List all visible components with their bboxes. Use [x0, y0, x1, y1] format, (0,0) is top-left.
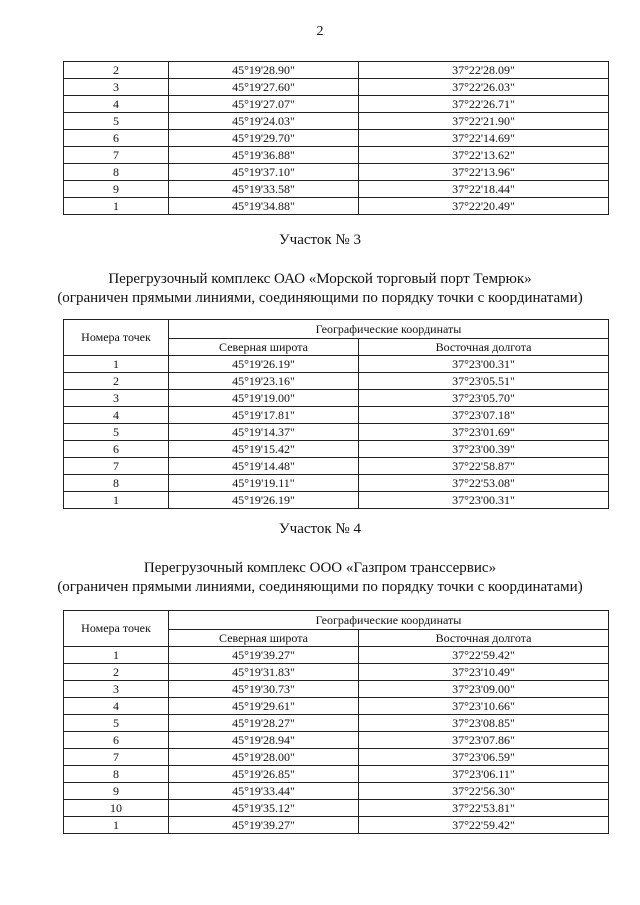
latitude-cell: 45°19'35.12"	[169, 800, 359, 817]
longitude-cell: 37°22'13.96"	[359, 164, 609, 181]
table-row	[64, 113, 609, 130]
longitude-cell: 37°23'05.51"	[359, 373, 609, 390]
table-row	[64, 390, 609, 407]
longitude-cell: 37°22'21.90"	[359, 113, 609, 130]
longitude-cell: 37°22'26.03"	[359, 79, 609, 96]
longitude-cell: 37°22'56.30"	[359, 783, 609, 800]
latitude-cell: 45°19'15.42"	[169, 441, 359, 458]
table-row	[64, 79, 609, 96]
latitude-cell: 45°19'31.83"	[169, 664, 359, 681]
latitude-cell: 45°19'29.61"	[169, 698, 359, 715]
table-row	[64, 647, 609, 664]
latitude-cell: 45°19'14.37"	[169, 424, 359, 441]
latitude-cell: 45°19'33.44"	[169, 783, 359, 800]
latitude-cell: 45°19'19.11"	[169, 475, 359, 492]
table-row	[64, 130, 609, 147]
table-row	[64, 181, 609, 198]
latitude-cell: 45°19'36.88"	[169, 147, 359, 164]
point-number-cell: 8	[64, 164, 169, 181]
table-row	[64, 458, 609, 475]
table-row	[64, 198, 609, 215]
section-3-heading	[0, 231, 640, 308]
latitude-cell: 45°19'34.88"	[169, 198, 359, 215]
table-body	[64, 647, 609, 834]
table-row	[64, 492, 609, 509]
longitude-cell: 37°22'59.42"	[359, 817, 609, 834]
section-3-coordinates-table	[63, 319, 609, 509]
longitude-cell: 37°22'14.69"	[359, 130, 609, 147]
point-number-cell: 5	[64, 424, 169, 441]
section-4-heading	[0, 520, 640, 597]
table-row	[64, 681, 609, 698]
latitude-cell: 45°19'28.00"	[169, 749, 359, 766]
latitude-cell: 45°19'24.03"	[169, 113, 359, 130]
point-number-cell: 8	[64, 766, 169, 783]
table-row	[64, 441, 609, 458]
header-north-latitude: Северная широта	[169, 630, 359, 647]
longitude-cell: 37°23'00.31"	[359, 356, 609, 373]
table-row	[64, 62, 609, 79]
table-row	[64, 96, 609, 113]
latitude-cell: 45°19'19.00"	[169, 390, 359, 407]
longitude-cell: 37°23'07.86"	[359, 732, 609, 749]
page-number: 2	[316, 24, 324, 39]
header-east-longitude: Восточная долгота	[359, 630, 609, 647]
latitude-cell: 45°19'37.10"	[169, 164, 359, 181]
table-row	[64, 147, 609, 164]
latitude-cell: 45°19'26.85"	[169, 766, 359, 783]
point-number-cell: 3	[64, 79, 169, 96]
latitude-cell: 45°19'17.81"	[169, 407, 359, 424]
longitude-cell: 37°22'59.42"	[359, 647, 609, 664]
latitude-cell: 45°19'39.27"	[169, 817, 359, 834]
latitude-cell: 45°19'28.90"	[169, 62, 359, 79]
table-row	[64, 783, 609, 800]
table-body	[64, 356, 609, 509]
section-3-name: Перегрузочный комплекс ОАО «Морской торговый порт Темрюк»	[108, 271, 532, 287]
latitude-cell: 45°19'30.73"	[169, 681, 359, 698]
point-number-cell: 5	[64, 715, 169, 732]
point-number-cell: 6	[64, 441, 169, 458]
table-body	[64, 62, 609, 215]
header-geo-coordinates: Географические координаты	[169, 320, 609, 339]
coordinates-table-continued	[63, 61, 609, 215]
point-number-cell: 9	[64, 783, 169, 800]
point-number-cell: 6	[64, 732, 169, 749]
longitude-cell: 37°23'01.69"	[359, 424, 609, 441]
table-row	[64, 373, 609, 390]
point-number-cell: 1	[64, 647, 169, 664]
latitude-cell: 45°19'23.16"	[169, 373, 359, 390]
point-number-cell: 1	[64, 817, 169, 834]
longitude-cell: 37°22'20.49"	[359, 198, 609, 215]
point-number-cell: 1	[64, 198, 169, 215]
latitude-cell: 45°19'26.19"	[169, 492, 359, 509]
point-number-cell: 10	[64, 800, 169, 817]
latitude-cell: 45°19'26.19"	[169, 356, 359, 373]
table-row	[64, 817, 609, 834]
longitude-cell: 37°23'10.66"	[359, 698, 609, 715]
point-number-cell: 4	[64, 407, 169, 424]
latitude-cell: 45°19'28.27"	[169, 715, 359, 732]
point-number-cell: 3	[64, 390, 169, 407]
longitude-cell: 37°23'09.00"	[359, 681, 609, 698]
table-row	[64, 715, 609, 732]
section-4-note: (ограничен прямыми линиями, соединяющими по порядку точки с координатами)	[57, 579, 583, 595]
section-4-coordinates-table	[63, 610, 609, 834]
header-point-numbers: Номера точек	[64, 320, 169, 356]
latitude-cell: 45°19'14.48"	[169, 458, 359, 475]
longitude-cell: 37°23'06.59"	[359, 749, 609, 766]
table-row	[64, 698, 609, 715]
longitude-cell: 37°23'06.11"	[359, 766, 609, 783]
table-row	[64, 356, 609, 373]
point-number-cell: 7	[64, 147, 169, 164]
table-row	[64, 475, 609, 492]
table-row	[64, 732, 609, 749]
point-number-cell: 2	[64, 62, 169, 79]
longitude-cell: 37°22'53.08"	[359, 475, 609, 492]
longitude-cell: 37°22'53.81"	[359, 800, 609, 817]
section-3-note: (ограничен прямыми линиями, соединяющими по порядку точки с координатами)	[57, 290, 583, 306]
longitude-cell: 37°23'00.31"	[359, 492, 609, 509]
point-number-cell: 6	[64, 130, 169, 147]
longitude-cell: 37°22'26.71"	[359, 96, 609, 113]
longitude-cell: 37°23'00.39"	[359, 441, 609, 458]
latitude-cell: 45°19'29.70"	[169, 130, 359, 147]
section-4-name: Перегрузочный комплекс ООО «Газпром транссервис»	[143, 560, 497, 576]
point-number-cell: 7	[64, 458, 169, 475]
point-number-cell: 4	[64, 96, 169, 113]
latitude-cell: 45°19'33.58"	[169, 181, 359, 198]
longitude-cell: 37°23'08.85"	[359, 715, 609, 732]
longitude-cell: 37°22'13.62"	[359, 147, 609, 164]
longitude-cell: 37°23'10.49"	[359, 664, 609, 681]
section-3-title: Участок № 3	[279, 232, 361, 248]
header-north-latitude: Северная широта	[169, 339, 359, 356]
section-4-title: Участок № 4	[279, 521, 361, 537]
latitude-cell: 45°19'27.60"	[169, 79, 359, 96]
point-number-cell: 1	[64, 356, 169, 373]
latitude-cell: 45°19'39.27"	[169, 647, 359, 664]
point-number-cell: 9	[64, 181, 169, 198]
longitude-cell: 37°22'58.87"	[359, 458, 609, 475]
latitude-cell: 45°19'27.07"	[169, 96, 359, 113]
point-number-cell: 2	[64, 664, 169, 681]
table-row	[64, 664, 609, 681]
point-number-cell: 3	[64, 681, 169, 698]
point-number-cell: 7	[64, 749, 169, 766]
point-number-cell: 4	[64, 698, 169, 715]
table-row	[64, 407, 609, 424]
longitude-cell: 37°22'18.44"	[359, 181, 609, 198]
longitude-cell: 37°22'28.09"	[359, 62, 609, 79]
latitude-cell: 45°19'28.94"	[169, 732, 359, 749]
table-row	[64, 800, 609, 817]
table-row	[64, 424, 609, 441]
table-row	[64, 164, 609, 181]
table-row	[64, 766, 609, 783]
point-number-cell: 5	[64, 113, 169, 130]
point-number-cell: 2	[64, 373, 169, 390]
longitude-cell: 37°23'05.70"	[359, 390, 609, 407]
point-number-cell: 8	[64, 475, 169, 492]
longitude-cell: 37°23'07.18"	[359, 407, 609, 424]
point-number-cell: 1	[64, 492, 169, 509]
header-point-numbers: Номера точек	[64, 611, 169, 647]
header-geo-coordinates: Географические координаты	[169, 611, 609, 630]
table-row	[64, 749, 609, 766]
header-east-longitude: Восточная долгота	[359, 339, 609, 356]
